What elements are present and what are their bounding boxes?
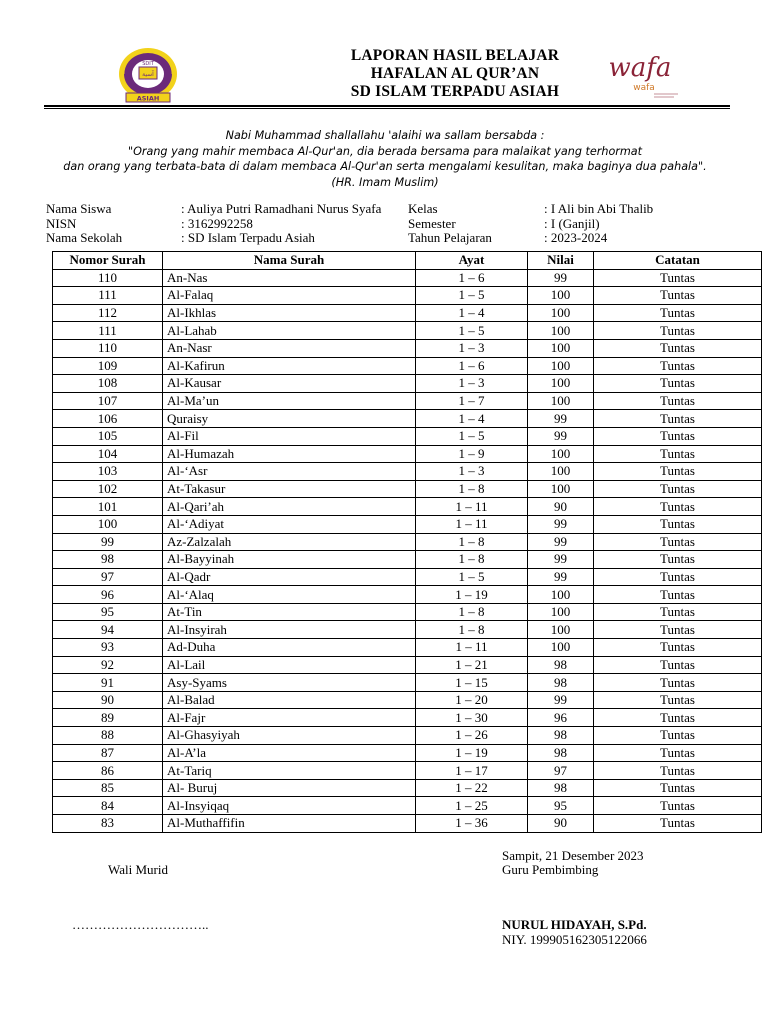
note-cell: Tuntas: [594, 568, 762, 586]
surah-number-cell: 88: [53, 727, 163, 745]
ayat-cell: 1 – 17: [416, 762, 528, 780]
score-cell: 90: [528, 498, 594, 516]
note-cell: Tuntas: [594, 674, 762, 692]
surah-number-cell: 83: [53, 815, 163, 833]
year-value: : 2023-2024: [544, 230, 608, 245]
score-cell: 99: [528, 568, 594, 586]
surah-name-text: Al-Falaq: [167, 287, 214, 303]
surah-name-cell: [163, 322, 416, 340]
note-cell: Tuntas: [594, 498, 762, 516]
surah-number-cell: 84: [53, 797, 163, 815]
table-row: [53, 762, 762, 780]
surah-number-cell: 100: [53, 515, 163, 533]
score-cell: 99: [528, 269, 594, 287]
surah-name-cell: [163, 287, 416, 305]
surah-name-cell: [163, 621, 416, 639]
table-row: [53, 551, 762, 569]
score-cell: 99: [528, 427, 594, 445]
ayat-cell: 1 – 6: [416, 269, 528, 287]
surah-name-text: Al-Lahab: [167, 322, 217, 338]
table-row: [53, 287, 762, 305]
grades-table: [52, 251, 762, 833]
table-body: [53, 269, 762, 832]
surah-name-cell: [163, 304, 416, 322]
score-cell: 100: [528, 392, 594, 410]
table-row: [53, 375, 762, 393]
note-cell: Tuntas: [594, 392, 762, 410]
surah-name-cell: [163, 709, 416, 727]
table-row: [53, 674, 762, 692]
score-cell: 98: [528, 779, 594, 797]
note-cell: Tuntas: [594, 779, 762, 797]
table-row: [53, 815, 762, 833]
header-score: Nilai: [528, 252, 594, 270]
note-cell: Tuntas: [594, 551, 762, 569]
table-header-row: [53, 252, 762, 270]
score-cell: 100: [528, 357, 594, 375]
note-cell: Tuntas: [594, 375, 762, 393]
surah-number-cell: 96: [53, 586, 163, 604]
score-cell: 95: [528, 797, 594, 815]
ayat-cell: 1 – 25: [416, 797, 528, 815]
surah-number-cell: 111: [53, 287, 163, 305]
surah-name-cell: [163, 445, 416, 463]
ayat-cell: 1 – 5: [416, 427, 528, 445]
score-cell: 100: [528, 603, 594, 621]
surah-name-cell: [163, 339, 416, 357]
surah-name-text: Al-Ikhlas: [167, 305, 217, 321]
table-row: [53, 269, 762, 287]
wafa-logo: [594, 52, 686, 102]
surah-name-cell: [163, 762, 416, 780]
score-cell: 99: [528, 533, 594, 551]
year-label: Tahun Pelajaran: [408, 230, 492, 245]
wafa-logo-text: wafa: [608, 53, 672, 83]
ayat-cell: 1 – 8: [416, 603, 528, 621]
surah-name-cell: [163, 480, 416, 498]
surah-name-cell: [163, 410, 416, 428]
surah-number-cell: 106: [53, 410, 163, 428]
surah-name-text: Al-Ghasyiyah: [167, 727, 240, 743]
surah-name-cell: [163, 639, 416, 657]
header-surah-name: Nama Surah: [163, 252, 416, 270]
score-cell: 98: [528, 744, 594, 762]
surah-number-cell: 91: [53, 674, 163, 692]
table-row: [53, 480, 762, 498]
surah-number-cell: 112: [53, 304, 163, 322]
surah-name-cell: [163, 375, 416, 393]
surah-name-text: Quraisy: [167, 410, 209, 426]
surah-name-text: Al-Kafirun: [167, 357, 225, 373]
table-row: [53, 304, 762, 322]
score-cell: 100: [528, 445, 594, 463]
surah-name-text: Al-Ma’un: [167, 393, 219, 409]
score-cell: 100: [528, 304, 594, 322]
surah-name-cell: [163, 815, 416, 833]
ayat-cell: 1 – 9: [416, 445, 528, 463]
student-info-labels-left: [46, 202, 122, 246]
surah-name-cell: [163, 357, 416, 375]
table-row: [53, 463, 762, 481]
ayat-cell: 1 – 20: [416, 691, 528, 709]
student-name-label: Nama Siswa: [46, 201, 112, 216]
header-note: Catatan: [594, 252, 762, 270]
surah-number-cell: 107: [53, 392, 163, 410]
surah-name-cell: [163, 551, 416, 569]
surah-name-cell: [163, 463, 416, 481]
surah-name-text: Al-Insyiqaq: [167, 797, 230, 813]
ayat-cell: 1 – 36: [416, 815, 528, 833]
ayat-cell: 1 – 7: [416, 392, 528, 410]
surah-number-cell: 85: [53, 779, 163, 797]
teacher-name: NURUL HIDAYAH, S.Pd.: [502, 917, 647, 932]
note-cell: Tuntas: [594, 815, 762, 833]
note-cell: Tuntas: [594, 797, 762, 815]
ayat-cell: 1 – 3: [416, 463, 528, 481]
table-row: [53, 357, 762, 375]
header-surah-number: Nomor Surah: [53, 252, 163, 270]
note-cell: Tuntas: [594, 744, 762, 762]
surah-number-cell: 86: [53, 762, 163, 780]
note-cell: Tuntas: [594, 480, 762, 498]
ayat-cell: 1 – 5: [416, 568, 528, 586]
note-cell: Tuntas: [594, 427, 762, 445]
surah-name-text: Al-Fil: [167, 428, 199, 444]
hadith-line-4: (HR. Imam Muslim): [331, 175, 439, 189]
surah-number-cell: 87: [53, 744, 163, 762]
table-row: [53, 445, 762, 463]
table-row: [53, 603, 762, 621]
surah-name-text: Az-Zalzalah: [167, 533, 232, 549]
parent-label: Wali Murid: [108, 862, 168, 877]
table-row: [53, 568, 762, 586]
score-cell: 98: [528, 727, 594, 745]
score-cell: 98: [528, 656, 594, 674]
school-logo: [116, 47, 180, 105]
surah-name-text: Ad-Duha: [167, 639, 216, 655]
table-row: [53, 639, 762, 657]
table-row: [53, 744, 762, 762]
logo-text-asiah: ASIAH: [136, 94, 160, 103]
surah-name-cell: [163, 568, 416, 586]
table-row: [53, 339, 762, 357]
surah-name-text: Al-A’la: [167, 744, 206, 760]
hadith-line-3: dan orang yang terbata-bata di dalam membaca Al-Qur'an serta mengalami kesulitan, maka baginya dua pahala".: [63, 160, 707, 173]
parent-signature-line: …………………………..: [72, 917, 209, 932]
header-rule-thick: [44, 105, 730, 107]
surah-name-text: Al-Muthaffifin: [167, 815, 245, 831]
surah-number-cell: 89: [53, 709, 163, 727]
surah-name-text: Al-Insyirah: [167, 621, 227, 637]
surah-number-cell: 93: [53, 639, 163, 657]
note-cell: Tuntas: [594, 515, 762, 533]
surah-number-cell: 92: [53, 656, 163, 674]
score-cell: 90: [528, 815, 594, 833]
table-row: [53, 498, 762, 516]
ayat-cell: 1 – 5: [416, 287, 528, 305]
table-row: [53, 515, 762, 533]
surah-number-cell: 105: [53, 427, 163, 445]
note-cell: Tuntas: [594, 621, 762, 639]
note-cell: Tuntas: [594, 656, 762, 674]
surah-name-text: At-Tin: [167, 604, 202, 620]
score-cell: 100: [528, 287, 594, 305]
table-row: [53, 427, 762, 445]
note-cell: Tuntas: [594, 322, 762, 340]
ayat-cell: 1 – 26: [416, 727, 528, 745]
table-row: [53, 727, 762, 745]
hadith-line-2: "Orang yang mahir membaca Al-Qur'an, dia berada bersama para malaikat yang terhormat: [127, 144, 643, 158]
surah-name-cell: [163, 498, 416, 516]
table-row: [53, 586, 762, 604]
note-cell: Tuntas: [594, 727, 762, 745]
score-cell: 99: [528, 691, 594, 709]
ayat-cell: 1 – 22: [416, 779, 528, 797]
table-row: [53, 533, 762, 551]
table-row: [53, 322, 762, 340]
title-line-1: LAPORAN HASIL BELAJAR: [350, 47, 560, 64]
surah-number-cell: 98: [53, 551, 163, 569]
surah-name-cell: [163, 727, 416, 745]
ayat-cell: 1 – 8: [416, 533, 528, 551]
surah-number-cell: 110: [53, 339, 163, 357]
score-cell: 100: [528, 621, 594, 639]
surah-number-cell: 102: [53, 480, 163, 498]
score-cell: 100: [528, 639, 594, 657]
score-cell: 97: [528, 762, 594, 780]
surah-name-text: Al-Qadr: [167, 568, 211, 584]
surah-name-cell: [163, 691, 416, 709]
score-cell: 100: [528, 480, 594, 498]
header-ayat: Ayat: [416, 252, 528, 270]
student-info-values-left: [181, 202, 381, 246]
score-cell: 98: [528, 674, 594, 692]
ayat-cell: 1 – 19: [416, 744, 528, 762]
surah-name-text: Al-‘Alaq: [167, 586, 214, 602]
wafa-logo-subtext: wafa: [633, 83, 655, 93]
surah-number-cell: 108: [53, 375, 163, 393]
table-row: [53, 709, 762, 727]
table-row: [53, 797, 762, 815]
student-info-labels-right: [408, 202, 492, 246]
ayat-cell: 1 – 15: [416, 674, 528, 692]
school-label: Nama Sekolah: [46, 230, 123, 245]
student-info-values-right: [544, 202, 653, 246]
ayat-cell: 1 – 8: [416, 621, 528, 639]
note-cell: Tuntas: [594, 463, 762, 481]
report-title: [300, 47, 610, 101]
hadith-quote: [40, 128, 730, 190]
ayat-cell: 1 – 6: [416, 357, 528, 375]
surah-name-text: Asy-Syams: [167, 674, 227, 690]
note-cell: Tuntas: [594, 445, 762, 463]
note-cell: Tuntas: [594, 586, 762, 604]
ayat-cell: 1 – 4: [416, 410, 528, 428]
surah-name-text: Al-Humazah: [167, 445, 235, 461]
score-cell: 100: [528, 339, 594, 357]
logo-text-sdit: SDIT: [142, 61, 154, 67]
ayat-cell: 1 – 21: [416, 656, 528, 674]
note-cell: Tuntas: [594, 762, 762, 780]
surah-name-text: An-Nas: [167, 269, 208, 285]
table-row: [53, 691, 762, 709]
teacher-label: Guru Pembimbing: [502, 862, 599, 877]
score-cell: 100: [528, 322, 594, 340]
surah-name-cell: [163, 515, 416, 533]
ayat-cell: 1 – 11: [416, 498, 528, 516]
surah-number-cell: 109: [53, 357, 163, 375]
ayat-cell: 1 – 11: [416, 639, 528, 657]
surah-number-cell: 94: [53, 621, 163, 639]
surah-name-cell: [163, 656, 416, 674]
ayat-cell: 1 – 8: [416, 480, 528, 498]
surah-name-text: At-Tariq: [167, 762, 212, 778]
surah-name-text: Al-‘Asr: [167, 463, 208, 479]
surah-name-cell: [163, 779, 416, 797]
header-rule-thin: [44, 108, 730, 109]
surah-name-cell: [163, 427, 416, 445]
score-cell: 99: [528, 551, 594, 569]
surah-number-cell: 103: [53, 463, 163, 481]
student-name-value: : Auliya Putri Ramadhani Nurus Syafa: [181, 201, 382, 216]
ayat-cell: 1 – 3: [416, 339, 528, 357]
surah-name-text: At-Takasur: [167, 481, 226, 497]
table-row: [53, 621, 762, 639]
class-value: : I Ali bin Abi Thalib: [544, 201, 654, 216]
school-value: : SD Islam Terpadu Asiah: [181, 230, 315, 245]
semester-value: : I (Ganjil): [544, 215, 600, 231]
ayat-cell: 1 – 3: [416, 375, 528, 393]
note-cell: Tuntas: [594, 709, 762, 727]
score-cell: 100: [528, 586, 594, 604]
note-cell: Tuntas: [594, 603, 762, 621]
note-cell: Tuntas: [594, 533, 762, 551]
ayat-cell: 1 – 4: [416, 304, 528, 322]
surah-number-cell: 97: [53, 568, 163, 586]
surah-name-cell: [163, 603, 416, 621]
class-label: Kelas: [408, 201, 438, 216]
note-cell: Tuntas: [594, 639, 762, 657]
surah-name-text: Al-Kausar: [167, 375, 222, 391]
note-cell: Tuntas: [594, 691, 762, 709]
surah-name-cell: [163, 533, 416, 551]
surah-number-cell: 101: [53, 498, 163, 516]
note-cell: Tuntas: [594, 269, 762, 287]
note-cell: Tuntas: [594, 410, 762, 428]
note-cell: Tuntas: [594, 287, 762, 305]
surah-name-cell: [163, 674, 416, 692]
surah-name-cell: [163, 392, 416, 410]
semester-label: Semester: [408, 215, 456, 231]
surah-name-text: Al- Buruj: [167, 780, 218, 796]
table-row: [53, 779, 762, 797]
score-cell: 100: [528, 463, 594, 481]
surah-name-cell: [163, 744, 416, 762]
surah-name-cell: [163, 586, 416, 604]
title-line-2: HAFALAN AL QUR’AN: [370, 65, 540, 82]
surah-name-text: Al-Qari’ah: [167, 498, 225, 514]
surah-name-text: Al-Balad: [167, 692, 215, 708]
note-cell: Tuntas: [594, 357, 762, 375]
ayat-cell: 1 – 30: [416, 709, 528, 727]
hadith-line-1: Nabi Muhammad shallallahu 'alaihi wa sallam bersabda :: [225, 129, 545, 142]
surah-name-cell: [163, 269, 416, 287]
ayat-cell: 1 – 5: [416, 322, 528, 340]
surah-number-cell: 110: [53, 269, 163, 287]
nisn-label: NISN: [46, 215, 77, 231]
score-cell: 96: [528, 709, 594, 727]
title-line-3: SD ISLAM TERPADU ASIAH: [350, 83, 560, 100]
table-row: [53, 410, 762, 428]
surah-number-cell: 104: [53, 445, 163, 463]
table-row: [53, 392, 762, 410]
place-date: Sampit, 21 Desember 2023: [502, 848, 644, 863]
surah-name-text: Al-Fajr: [167, 709, 206, 725]
note-cell: Tuntas: [594, 304, 762, 322]
surah-name-cell: [163, 797, 416, 815]
surah-number-cell: 111: [53, 322, 163, 340]
ayat-cell: 1 – 11: [416, 515, 528, 533]
surah-number-cell: 99: [53, 533, 163, 551]
surah-name-text: An-Nasr: [167, 340, 212, 356]
ayat-cell: 1 – 8: [416, 551, 528, 569]
surah-name-text: Al-Bayyinah: [167, 551, 235, 567]
surah-name-text: Al-‘Adiyat: [167, 516, 225, 532]
teacher-niy: NIY. 199905162305122066: [502, 932, 647, 947]
score-cell: 100: [528, 375, 594, 393]
nisn-value: : 3162992258: [181, 215, 253, 231]
surah-name-text: Al-Lail: [167, 656, 206, 672]
logo-text-arabic: آسية: [142, 71, 154, 78]
surah-number-cell: 95: [53, 603, 163, 621]
ayat-cell: 1 – 19: [416, 586, 528, 604]
note-cell: Tuntas: [594, 339, 762, 357]
surah-number-cell: 90: [53, 691, 163, 709]
table-row: [53, 656, 762, 674]
score-cell: 99: [528, 515, 594, 533]
score-cell: 99: [528, 410, 594, 428]
